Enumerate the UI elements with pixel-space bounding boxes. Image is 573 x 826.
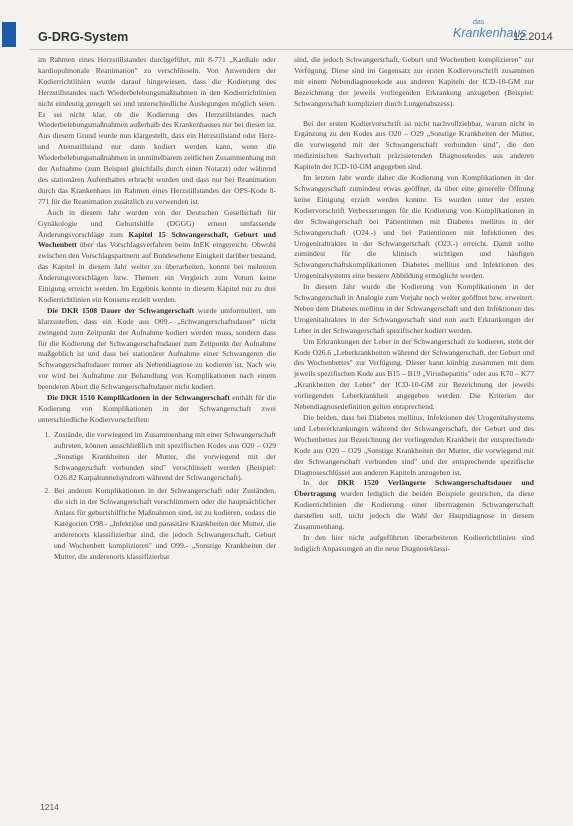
numbered-list [38, 430, 276, 563]
page-header [0, 0, 573, 56]
list-item: 2. Bei anderen Komplikationen in der Schwangerschaft oder Zuständen, die sich in der Schwangerschaft verschlimmern oder die hauptsächlicher Anlass für geburtshilfliche Maßnahmen sind, ist zu kodieren, sodass die Kategorien O98.- „Infektiöse und parasitäre Krankheiten der Mutter, die anderenorts klassifizierbar sind, die jedoch Schwangerschaft, Geburt und Wochenbett komplizieren" und O99.- „Sonstige Krankheiten der Mutter, die anderenorts klassifizierbar [52, 486, 276, 562]
section-color-marker [2, 22, 16, 47]
paragraph: In den hier nicht aufgeführten überarbeiteten Kodierrichtlinien sind lediglich Anpassungen an die neue Diagnoseklassi- [294, 532, 534, 553]
issue-number: 12.2014 [513, 31, 553, 43]
paragraph: Auch in diesem Jahr wurden von der Deutschen Gesellschaft für Gynäkologie und Geburtshilfe (DGGG) erneut umfassende Änderungsvorschläge zum Kapitel 15 Schwangerschaft, Geburt und Wochenbett über das Vorschlagsverfahren beim InEK eingereicht. Obwohl zwischen den Vorschlagspartnern auf Bundesebene Einigkeit darüber bestand, das Kapitel in diesem Jahr weiter zu überarbeiten, konnte bei mehreren Änderungsvorschlägen bzw. Themen ein Vergleich zum Votum keine Einigung erreicht werden. Im Ergebnis konnte in diesem Kapitel nur zu drei Kodierrichtlinien ein Konsens erzielt werden. [38, 207, 276, 304]
paragraph: Die DKR 1508 Dauer der Schwangerschaft wurde umformuliert, um klarzustellen, dass ein Kode aus O09.- „Schwangerschaftsdauer" nicht zwingend zum Zeitpunkt der Aufnahme kodiert werden muss, sondern dass für die Kodierung der Schwangerschaftsdauer zum Zeitpunkt der Aufnahme maßgeblich ist und dass bei stationärer Aufnahme einer Schwangeren die Schwangerschaftsdauer immer als Nebendiagnose zu kodieren ist. Nach wie vor wird bei Aufnahme zur Behandlung von Komplikationen nach einem beendeten Abort die Schwangerschaftsdauer nicht kodiert. [38, 305, 277, 392]
paragraph: Bei der ersten Kodiervorschrift ist nicht nachvollziehbar, warum nicht in Ergänzung zu den Kodes aus O20 – O29 „Sonstige Krankheiten der Mutter, die vorwiegend mit der Schwangerschaft verbunden sind", die den medizinischen Sachverhalt präzisierenden Diagnosekodes aus anderen Kapiteln der ICD-10-GM angegeben sind. [294, 118, 534, 172]
paragraph: Um Erkrankungen der Leber in der Schwangerschaft zu kodieren, steht der Kode O26.6 „Leberkrankheiten während der Schwangerschaft, der Geburt und des Wochenbettes" zur Verfügung. Dieser kann künftig zusammen mit dem jeweils spezifischen Kode aus B15 – B19 „Virushepatitis" oder aus K70 – K77 „Krankheiten der Leber" der ICD-10-GM zur Bezeichnung der jeweils vorliegenden Leberkrankheit angegeben werden. Die Kriterien der Nebendiagnosedefinition gelten entsprechend. [294, 336, 534, 412]
paragraph: Im letzten Jahr wurde daher die Kodierung von Komplikationen in der Schwangerschaft zumindest etwas geöffnet, da über eine generelle Öffnung keine Einigung erzielt werden konnte. Es wurden unter der ersten Kodiervorschrift Verbesserungen für die Kodierung von Komplikationen in der Schwangerschaft bei Patientinnen mit Diabetes mellitus in der Schwangerschaft (O24.-) und bei Patientinnen mit Infektionen des Urogenitaltraktes in der Schwangerschaft (O23.-) erreicht. Damit sollte zumindest für die klinisch wichtigen und häufigen Schwangerschaftskomplikationen Diabetes mellitus und Infektionen des Urogenitalsystems eine bessere Abbildung ermöglicht werden. [294, 173, 534, 281]
journal-logo [453, 19, 527, 49]
paragraph: im Rahmen eines Herzstillstandes durchgeführt, mit 8-771 „Kardiale oder kardiopulmonale Reanimation" zu verschlüsseln. Von Anwendern der Kodierrichtlinien wurde darauf hingewiesen, dass die Kodierung des Herzstillstandes nach Wiederbelebungsmaßnahmen in den Kodierrichtlinien nicht eindeutig geregelt sei und unterschiedliche Auslegungen möglich seien. Es sei nicht klar, ob die Kodierung des Herzstillstandes nach Wiederbelebungsmaßnahmen außerhalb des Krankenhauses nur bei diesen ist. Aus diesem Grund wurde nun klargestellt, dass ein Herzstillstand oder Herz- und Atemstillstand nur dann kodiert werden kann, wenn die Wiederbelebungsmaßnahmen in unmittelbarem zeitlichen Zusammenhang mit der Aufnahme (zum Beispiel gleichfalls durch einen Notarzt) oder während des stationären Aufenthaltes erbracht wurden und dass nur bei Reanimation durch das Krankenhaus im Rahmen eines Herzstillstandes der OPS-Kode 8-771 für die Reanimation zusätzlich zu verwenden ist. [38, 55, 276, 206]
logo-top-text: das [473, 19, 485, 26]
paragraph: In diesem Jahr wurde die Kodierung von Komplikationen in der Schwangerschaft in Analogie zum Vorjahr noch weiter geöffnet bzw. erweitert. Neben dem Diabetes mellitus in der Schwangerschaft und den Infektionen des Urogenitaltraktes in der Schwangerschaft sind nun auch Erkrankungen der Leber in der Schwangerschaft spezifischer kodiert werden. [294, 282, 534, 335]
header-divider [30, 49, 573, 50]
paragraph: sind, die jedoch Schwangerschaft, Geburt und Wochenbett komplizieren" zur Verfügung. Diese sind im Gegensatz zur ersten Kodiervorschrift zusammen mit einem Nebendiagnosekode aus anderen Kapiteln der ICD-10-GM zur Bezeichnung der jeweils vorliegenden Erkrankung anzugeben (Beispiel: Schwangerschaft kompliziert durch Lungenabszess). [294, 55, 534, 108]
section-title: G-DRG-System [38, 30, 129, 44]
left-text-column [38, 55, 276, 565]
paragraph: In der DKR 1520 Verlängerte Schwangerschaftsdauer und Übertragung wurden lediglich die beiden Beispiele gestrichen, da diese Kodierrichtlinien die Kodierung einer übertragenen Schwangerschaft darstellen soll, nicht jedoch die Wahl der Hauptdiagnose in diesem Zusammenhang. [294, 478, 534, 532]
right-text-column [294, 55, 534, 555]
page-number: 1214 [40, 802, 59, 812]
logo-main-text: Krankenhaus [453, 26, 527, 40]
paragraph: Die beiden, dass bei Diabetes mellitus, Infektionen des Urogenitalsystems und Lebererkrankungen während der Schwangerschaft, der Geburt und des Wochenbettes zur Bezeichnung der vorliegenden Krankheit der entsprechende Kode aus O20 – O29 „Sonstige Krankheiten der Mutter, die vorwiegend mit der Schwangerschaft verbunden sind" und der entsprechende spezifische Diagnoseschlüssel aus anderen Kapiteln anzugeben ist. [294, 413, 534, 477]
paragraph: Die DKR 1510 Komplikationen in der Schwangerschaft enthält für die Kodierung von Komplikationen in der Schwangerschaft zwei unterschiedliche Kodiervorschriften: [38, 393, 276, 424]
list-item: 1. Zustände, die vorwiegend im Zusammenhang mit einer Schwangerschaft auftreten, können ausschließlich mit spezifischen Kodes aus O20 – O29 „Sonstige Krankheiten der Mutter, die vorwiegend mit der Schwangerschaft verbunden sind" verschlüsselt werden (Beispiel: O26.82 Karpaltunnelsyndrom während der Schwangerschaft). [52, 430, 276, 485]
